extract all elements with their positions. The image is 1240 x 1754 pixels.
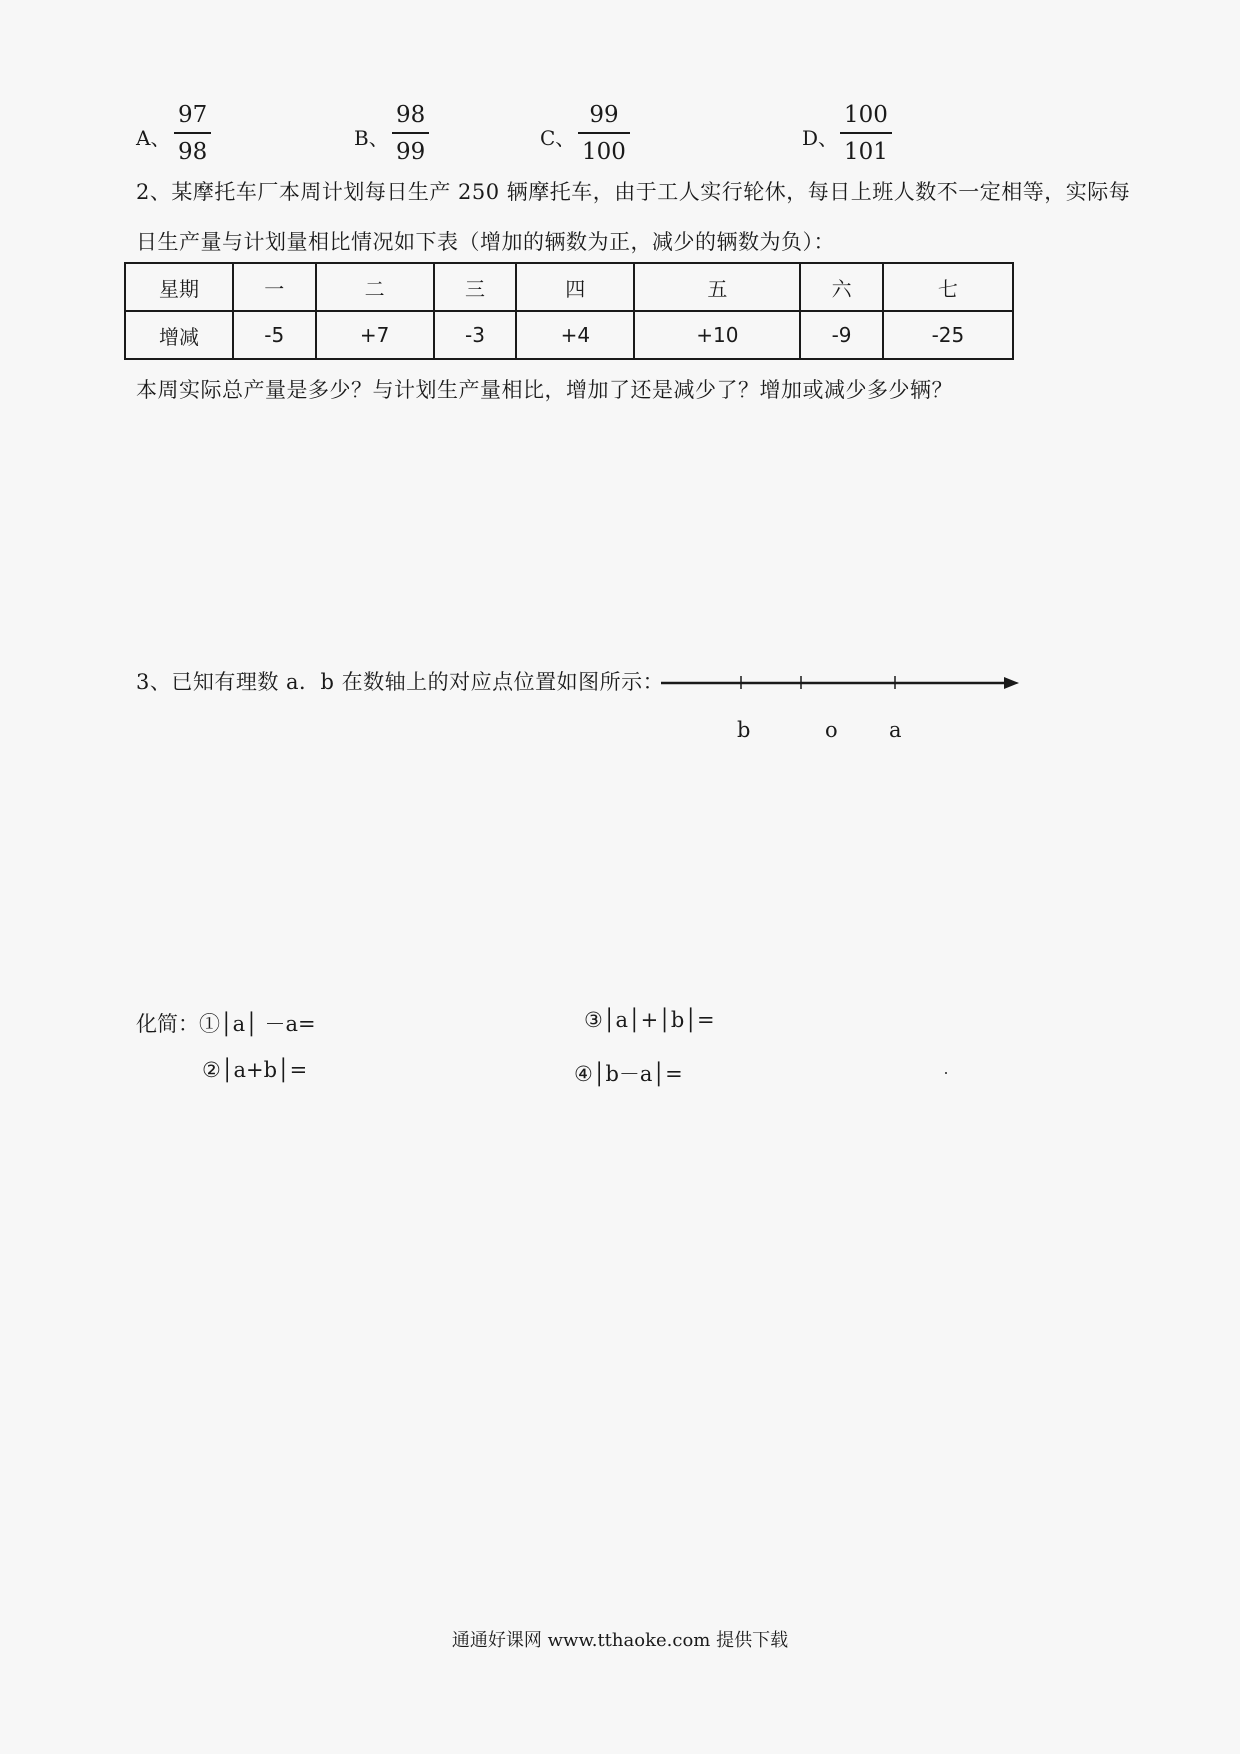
table-row-weekday (125, 263, 1013, 311)
denominator: 101 (844, 139, 888, 165)
simplify-item-4: ④│b－a│= (574, 1062, 683, 1086)
axis-arrowhead (1004, 677, 1019, 689)
fraction (174, 100, 211, 168)
axis-label-a: a (889, 718, 902, 742)
table-cell: 七 (883, 263, 1013, 311)
table-cell: +7 (316, 311, 434, 359)
fraction (392, 100, 429, 168)
axis-label-b: b (737, 718, 751, 742)
option-letter: D、 (802, 126, 839, 150)
number-line (655, 665, 1025, 745)
table-cell: 五 (634, 263, 800, 311)
production-table (124, 262, 1014, 360)
stray-dot (945, 1072, 947, 1074)
simplify-title: 化简： (136, 1012, 199, 1036)
simplify-item-3: ③│a│+│b│= (584, 1008, 715, 1032)
option-letter: C、 (540, 126, 576, 150)
table-cell: 增减 (125, 311, 233, 359)
table-row-change (125, 311, 1013, 359)
table-cell: +4 (516, 311, 634, 359)
denominator: 98 (178, 139, 208, 165)
q3-text: 3、已知有理数 a．b 在数轴上的对应点位置如图所示： (136, 670, 665, 694)
q2-text-line2: 日生产量与计划量相比情况如下表（增加的辆数为正，减少的辆数为负）： (136, 230, 835, 254)
table-cell: 四 (516, 263, 634, 311)
table-cell: 二 (316, 263, 434, 311)
option-letter: A、 (136, 126, 171, 150)
option-letter: B、 (354, 126, 389, 150)
numerator: 99 (578, 100, 630, 134)
simplify-row-1 (136, 1008, 316, 1038)
table-cell: 三 (434, 263, 517, 311)
table-cell: -3 (434, 311, 517, 359)
axis-label-origin: o (825, 718, 838, 742)
table-cell: 一 (233, 263, 316, 311)
numerator: 97 (174, 100, 211, 134)
denominator: 99 (396, 139, 426, 165)
numerator: 98 (392, 100, 429, 134)
table-cell: -5 (233, 311, 316, 359)
q2-text-line1: 2、某摩托车厂本周计划每日生产 250 辆摩托车，由于工人实行轮休，每日上班人数不一定相等，实际每 (136, 180, 1131, 204)
table-cell: -25 (883, 311, 1013, 359)
table-cell: 星期 (125, 263, 233, 311)
footer-credit: 通通好课网 www.tthaoke.com 提供下载 (451, 1630, 789, 1651)
q2-question: 本周实际总产量是多少？与计划生产量相比，增加了还是减少了？增加或减少多少辆？ (136, 378, 953, 402)
numerator: 100 (840, 100, 892, 134)
table-cell: -9 (800, 311, 883, 359)
denominator: 100 (582, 139, 626, 165)
fraction (578, 100, 630, 168)
simplify-item-1: ①│a│ －a= (199, 1012, 316, 1036)
fraction (840, 100, 892, 168)
table-cell: 六 (800, 263, 883, 311)
table-cell: +10 (634, 311, 800, 359)
simplify-item-2: ②│a+b│= (202, 1058, 308, 1082)
